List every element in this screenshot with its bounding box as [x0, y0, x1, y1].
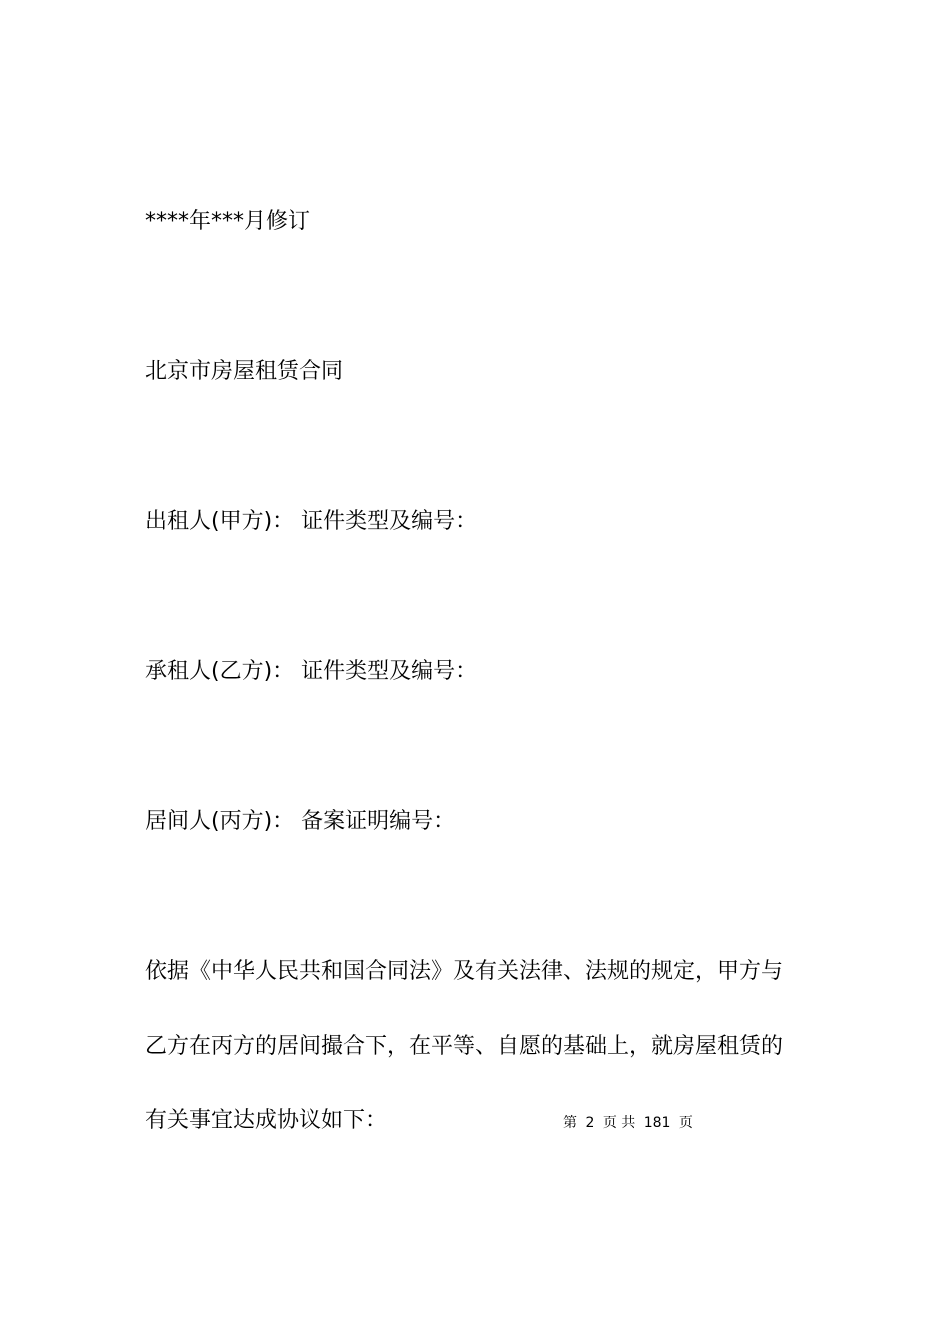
footer-page-number: 2	[585, 1115, 595, 1131]
lessee-line: 承租人(乙方)： 证件类型及编号：	[145, 659, 478, 684]
lessor-line: 出租人(甲方)： 证件类型及编号：	[145, 509, 478, 534]
footer-total-pages: 181	[643, 1115, 671, 1131]
footer-suffix: 页	[678, 1115, 693, 1131]
footer-middle: 页 共	[602, 1115, 636, 1131]
revision-date: ****年***月修订	[145, 209, 311, 234]
body-line-2: 乙方在丙方的居间撮合下，在平等、自愿的基础上，就房屋租赁的	[145, 1034, 784, 1059]
footer-prefix: 第	[563, 1115, 577, 1131]
broker-line: 居间人(丙方)： 备案证明编号：	[145, 809, 456, 834]
page-footer	[563, 1113, 693, 1133]
contract-title: 北京市房屋租赁合同	[145, 359, 344, 384]
body-line-1: 依据《中华人民共和国合同法》及有关法律、法规的规定，甲方与	[145, 959, 784, 984]
body-line-3: 有关事宜达成协议如下：	[145, 1108, 388, 1133]
